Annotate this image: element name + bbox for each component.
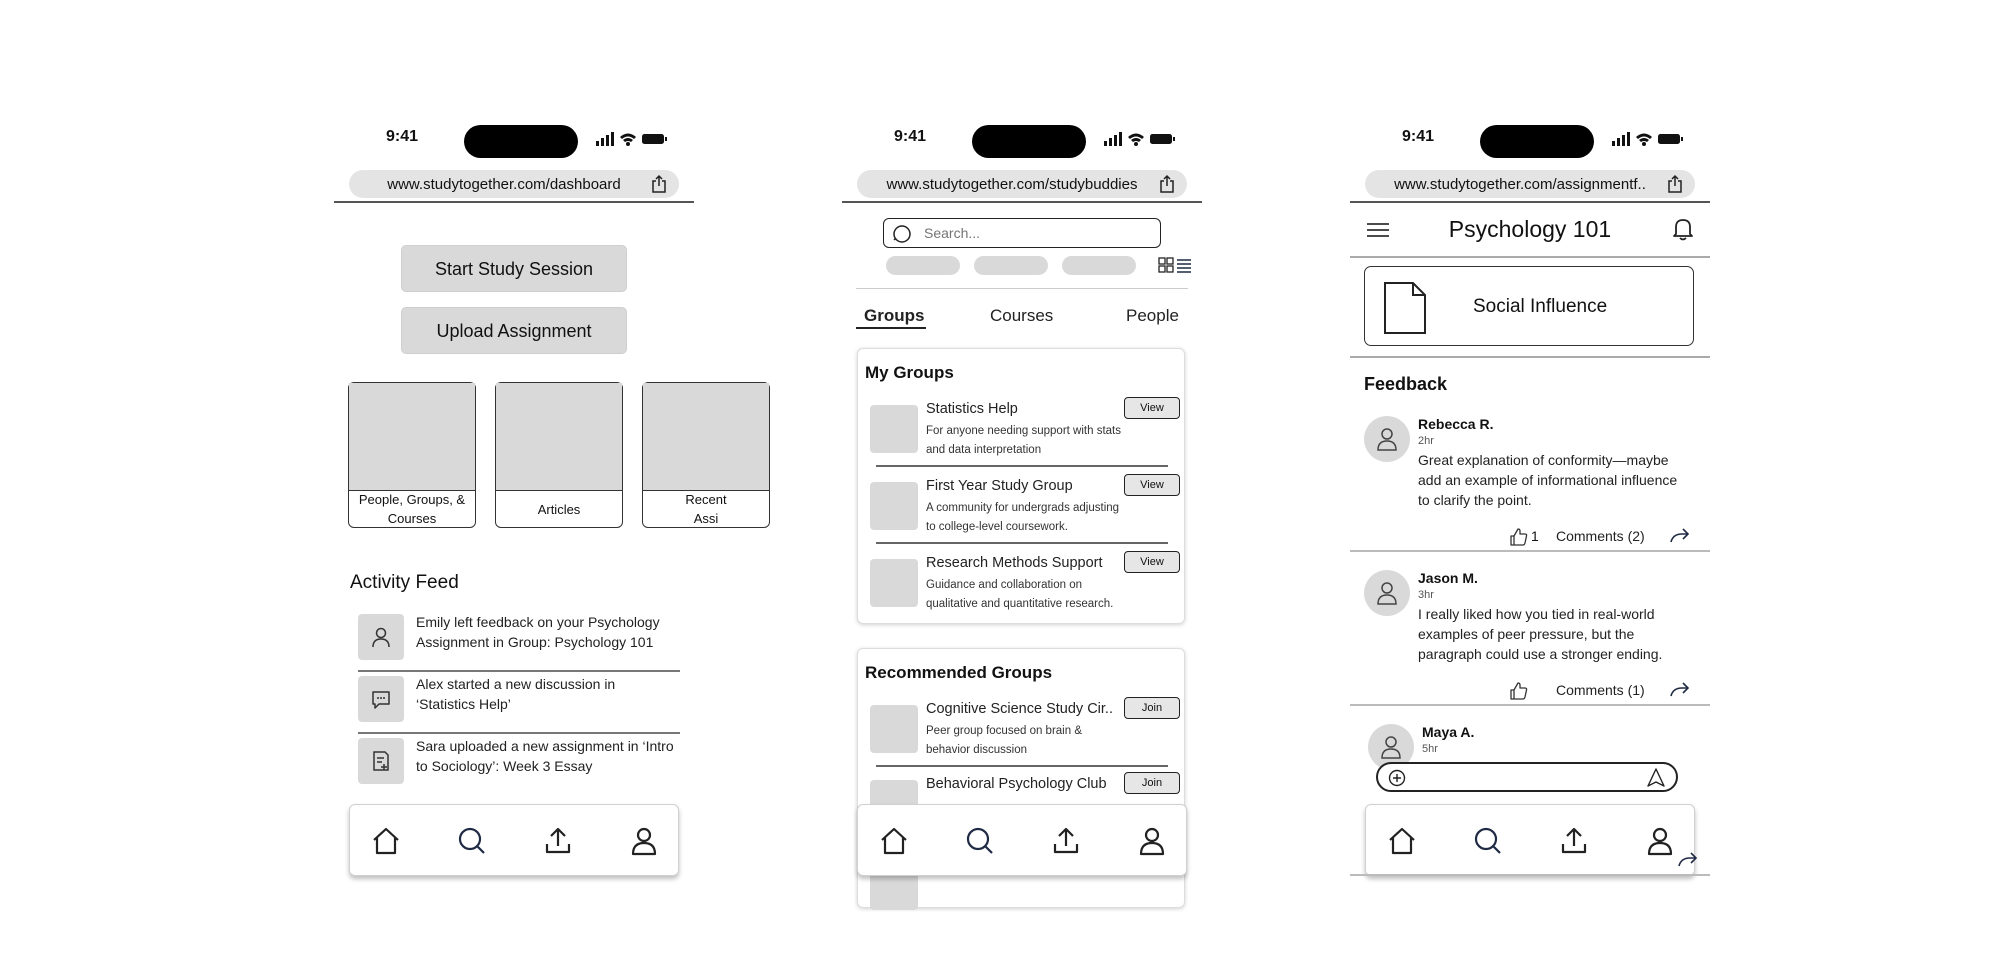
status-bar [1350,118,1710,166]
url-divider [334,201,694,203]
activity-icon-box [358,676,404,722]
my-groups-panel [857,348,1185,624]
tab-courses[interactable]: Courses [990,306,1054,325]
search-input[interactable] [924,225,1144,241]
avatar[interactable] [1364,416,1410,462]
filter-chip[interactable] [974,256,1048,275]
quick-links-carousel[interactable] [348,382,727,532]
document-icon [1383,281,1427,335]
url-divider [842,201,1202,203]
card-image [643,383,769,491]
feedback-title: Feedback [1364,374,1448,394]
send-icon[interactable] [1646,768,1666,788]
bottom-nav [857,804,1187,876]
group-description: For anyone needing support with stats and data interpretation [926,425,1121,456]
profile-icon[interactable] [1644,825,1676,857]
activity-feed-title: Activity Feed [350,572,459,593]
recommended-groups-title: Recommended Groups [865,663,1053,682]
person-icon [1380,735,1402,759]
group-item[interactable] [858,697,1186,773]
activity-icon-box [358,614,404,660]
commenter-name: Rebecca R. [1418,416,1494,432]
assignment-title: Social Influence [1473,296,1608,317]
commenter-name: Maya A. [1422,724,1475,740]
divider [1350,874,1710,876]
group-item[interactable] [858,397,1186,473]
status-bar [334,118,694,166]
search-icon[interactable] [456,825,488,857]
comment-time: 5hr [1422,743,1438,755]
group-thumbnail [870,405,918,453]
comment-text: Great explanation of conformity—maybe add an example of informational influence to clarify the point. [1418,452,1678,508]
search-icon[interactable] [964,825,996,857]
comment-text: I really liked how you tied in real-world examples of peer pressure, but the paragraph could use a stronger ending. [1418,606,1663,662]
url-text: www.studytogether.com/studybuddies [886,176,1138,193]
avatar[interactable] [1364,570,1410,616]
bottom-nav [349,804,679,876]
card-image [349,383,475,491]
divider [876,465,1168,467]
bell-icon[interactable] [1672,217,1694,241]
active-tab-indicator [856,327,926,329]
group-name: Cognitive Science Study Cir.. [926,701,1113,717]
filter-chip[interactable] [1062,256,1136,275]
upload-icon[interactable] [1558,825,1590,857]
divider [856,288,1188,289]
feedback-item [1350,570,1710,666]
reply-arrow-icon[interactable] [1678,852,1698,868]
join-group-button[interactable]: Join [1124,772,1180,794]
thumbs-up-icon[interactable] [1510,682,1528,700]
bottom-nav [1365,804,1695,876]
join-group-button[interactable]: Join [1124,697,1180,719]
group-name: Statistics Help [926,401,1018,417]
profile-icon[interactable] [628,825,660,857]
card-label: Recent Assi [685,492,727,526]
thumbs-up-icon[interactable] [1510,528,1528,546]
group-name: Research Methods Support [926,555,1103,571]
search-icon[interactable] [1472,825,1504,857]
tab-people[interactable]: People [1126,306,1179,325]
group-name: Behavioral Psychology Club [926,776,1107,792]
group-item[interactable] [858,551,1186,627]
divider [876,765,1168,767]
reply-arrow-icon[interactable] [1670,682,1690,698]
studybuddies-screen [842,118,1202,890]
divider [1350,356,1710,358]
view-group-button[interactable]: View [1124,397,1180,419]
profile-icon[interactable] [1136,825,1168,857]
activity-item[interactable] [358,732,680,792]
upload-icon[interactable] [1050,825,1082,857]
person-icon [1376,427,1398,451]
group-description: Guidance and collaboration on qualitative and quantitative research. [926,579,1114,610]
card-articles[interactable] [495,382,623,528]
status-bar [842,118,1202,166]
assignment-document-card[interactable] [1364,266,1694,346]
share-icon[interactable] [1159,175,1175,193]
divider [876,542,1168,544]
divider [1350,550,1710,552]
dashboard-screen [334,118,727,890]
status-time: 9:41 [894,128,927,145]
activity-text: Alex started a new discussion in ‘Statistics Help’ [416,676,616,712]
url-divider [1350,201,1710,203]
url-text: www.studytogether.com/dashboard [387,176,621,193]
course-header [1350,204,1710,256]
group-thumbnail [870,559,918,607]
group-name: First Year Study Group [926,478,1073,494]
status-icons [1612,131,1686,147]
status-time: 9:41 [386,128,419,145]
group-thumbnail [870,482,918,530]
grid-list-toggle-icon[interactable] [1158,257,1192,273]
divider [1350,704,1710,706]
home-icon[interactable] [1386,825,1418,857]
share-icon[interactable] [1667,175,1683,193]
comment-time: 2hr [1418,435,1434,447]
view-group-button[interactable]: View [1124,551,1180,573]
activity-icon-box [358,738,404,784]
feedback-actions [1350,526,1710,548]
document-add-icon [370,750,392,772]
group-thumbnail [870,705,918,753]
dynamic-island [1480,125,1594,158]
dynamic-island [464,125,578,158]
start-study-session-button[interactable]: Start Study Session [401,245,627,292]
search-icon [892,223,914,245]
share-icon[interactable] [651,175,667,193]
activity-item[interactable] [358,670,680,730]
group-description: A community for undergrads adjusting to college-level coursework. [926,502,1120,533]
commenter-name: Jason M. [1418,570,1478,586]
activity-text: Sara uploaded a new assignment in ‘Intro to Sociology’: Week 3 Essay [416,738,674,774]
comment-compose-bar[interactable] [1376,762,1678,792]
comments-link[interactable]: Comments (2) [1556,528,1645,544]
upload-assignment-button[interactable]: Upload Assignment [401,307,627,354]
activity-item[interactable] [358,608,680,668]
filter-chip[interactable] [886,256,960,275]
add-icon[interactable] [1388,769,1406,787]
feedback-actions [1350,680,1710,702]
status-icons [1104,131,1178,147]
card-label: People, Groups, & Courses [358,492,466,526]
url-bar[interactable] [349,170,679,198]
assignment-feedback-screen [1350,118,1710,890]
like-count: 1 [1531,528,1539,544]
card-people-groups-courses[interactable] [348,382,476,528]
dynamic-island [972,125,1086,158]
status-icons [596,131,670,147]
person-icon [1376,581,1398,605]
feedback-item [1350,416,1710,512]
status-time: 9:41 [1402,128,1435,145]
url-text: www.studytogether.com/assignmentf.. [1394,176,1646,193]
home-icon[interactable] [878,825,910,857]
url-bar[interactable] [857,170,1187,198]
chat-icon [370,688,392,710]
card-image [496,383,622,491]
divider [1350,256,1710,258]
course-title: Psychology 101 [1448,216,1612,242]
home-icon[interactable] [370,825,402,857]
person-icon [370,626,392,648]
activity-text: Emily left feedback on your Psychology Assignment in Group: Psychology 101 [416,614,660,650]
my-groups-title: My Groups [865,363,954,382]
card-recent-assignments[interactable] [642,382,770,528]
group-description: Peer group focused on brain & behavior discussion [926,725,1082,756]
reply-arrow-icon[interactable] [1670,528,1690,544]
comment-time: 3hr [1418,589,1434,601]
card-label: Articles [537,501,581,517]
upload-icon[interactable] [542,825,574,857]
tab-groups[interactable]: Groups [864,306,925,325]
search-box[interactable] [883,218,1161,248]
view-group-button[interactable]: View [1124,474,1180,496]
url-bar[interactable] [1365,170,1695,198]
group-item[interactable] [858,474,1186,550]
comments-link[interactable]: Comments (1) [1556,682,1645,698]
